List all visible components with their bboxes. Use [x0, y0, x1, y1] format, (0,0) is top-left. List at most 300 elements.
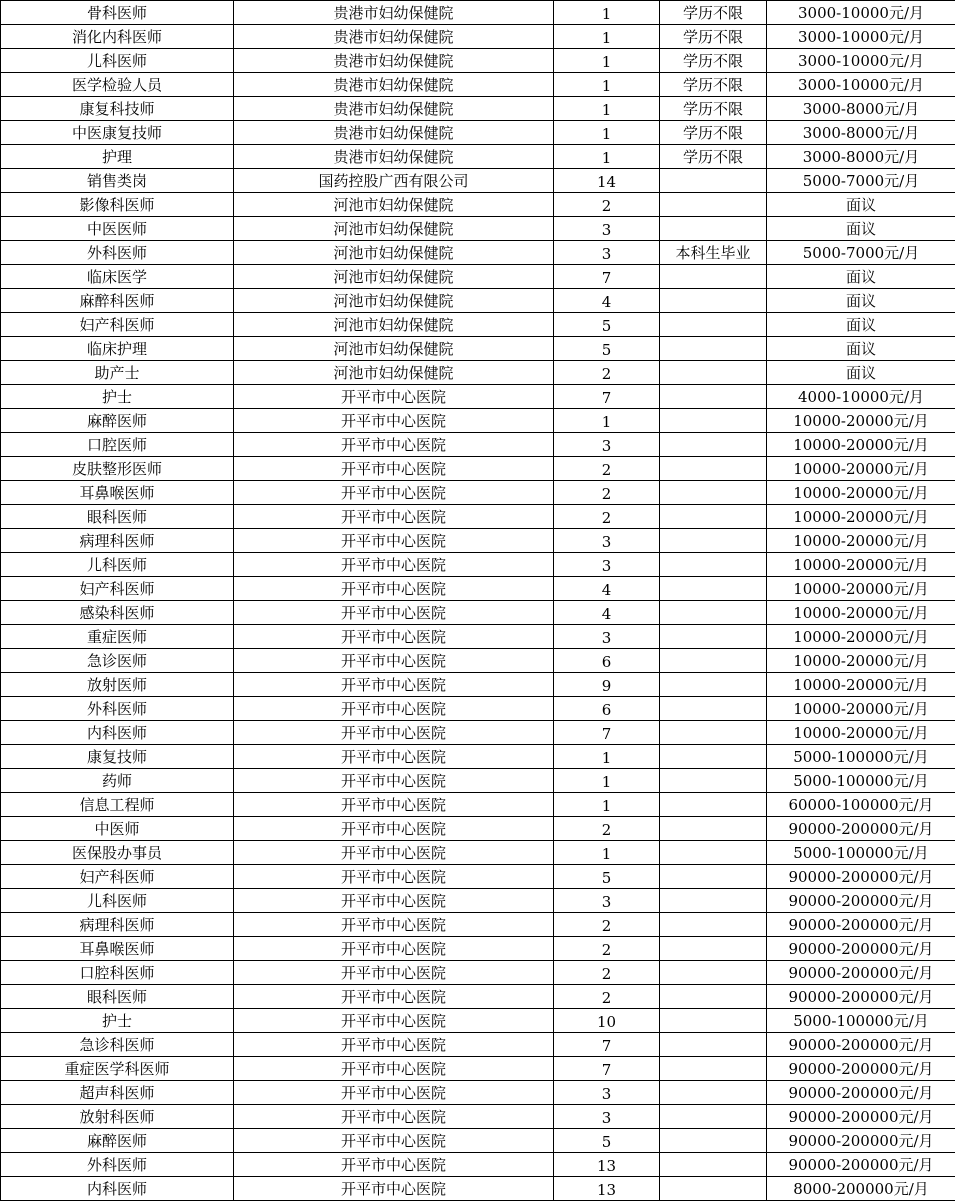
position-cell: 重症医师 [1, 625, 234, 649]
headcount-cell: 3 [554, 433, 660, 457]
headcount-cell: 1 [554, 49, 660, 73]
position-cell: 放射科医师 [1, 1105, 234, 1129]
headcount-cell: 13 [554, 1177, 660, 1201]
education-cell: 学历不限 [660, 121, 767, 145]
education-cell [660, 865, 767, 889]
position-cell: 麻醉医师 [1, 1129, 234, 1153]
salary-cell: 90000-200000元/月 [767, 865, 955, 889]
employer-cell: 开平市中心医院 [234, 745, 554, 769]
education-cell [660, 505, 767, 529]
table-row [1, 1081, 955, 1105]
headcount-cell: 5 [554, 1129, 660, 1153]
headcount-cell: 5 [554, 865, 660, 889]
salary-cell: 5000-7000元/月 [767, 169, 955, 193]
table-row [1, 289, 955, 313]
salary-cell: 10000-20000元/月 [767, 433, 955, 457]
education-cell [660, 313, 767, 337]
table-row [1, 1129, 955, 1153]
position-cell: 骨科医师 [1, 1, 234, 25]
salary-cell: 90000-200000元/月 [767, 889, 955, 913]
table-row [1, 985, 955, 1009]
salary-cell: 10000-20000元/月 [767, 553, 955, 577]
position-cell: 护理 [1, 145, 234, 169]
employer-cell: 开平市中心医院 [234, 721, 554, 745]
salary-cell: 3000-10000元/月 [767, 25, 955, 49]
table-row [1, 265, 955, 289]
salary-cell: 3000-8000元/月 [767, 145, 955, 169]
table-row [1, 1177, 955, 1201]
position-cell: 麻醉科医师 [1, 289, 234, 313]
employer-cell: 河池市妇幼保健院 [234, 313, 554, 337]
employer-cell: 开平市中心医院 [234, 481, 554, 505]
education-cell [660, 673, 767, 697]
table-row [1, 457, 955, 481]
education-cell [660, 1129, 767, 1153]
headcount-cell: 5 [554, 313, 660, 337]
headcount-cell: 1 [554, 793, 660, 817]
salary-cell: 10000-20000元/月 [767, 601, 955, 625]
employer-cell: 开平市中心医院 [234, 985, 554, 1009]
education-cell: 学历不限 [660, 97, 767, 121]
headcount-cell: 9 [554, 673, 660, 697]
employer-cell: 开平市中心医院 [234, 385, 554, 409]
position-cell: 医学检验人员 [1, 73, 234, 97]
headcount-cell: 7 [554, 721, 660, 745]
table-row [1, 313, 955, 337]
position-cell: 内科医师 [1, 721, 234, 745]
employer-cell: 河池市妇幼保健院 [234, 265, 554, 289]
salary-cell: 3000-10000元/月 [767, 73, 955, 97]
table-row [1, 553, 955, 577]
salary-cell: 10000-20000元/月 [767, 505, 955, 529]
salary-cell: 90000-200000元/月 [767, 1129, 955, 1153]
table-row [1, 169, 955, 193]
table-row [1, 937, 955, 961]
job-listing-body [1, 1, 955, 1201]
employer-cell: 开平市中心医院 [234, 673, 554, 697]
employer-cell: 贵港市妇幼保健院 [234, 25, 554, 49]
education-cell [660, 745, 767, 769]
table-row [1, 769, 955, 793]
employer-cell: 开平市中心医院 [234, 433, 554, 457]
salary-cell: 5000-100000元/月 [767, 745, 955, 769]
headcount-cell: 1 [554, 409, 660, 433]
headcount-cell: 7 [554, 265, 660, 289]
employer-cell: 开平市中心医院 [234, 601, 554, 625]
salary-cell: 4000-10000元/月 [767, 385, 955, 409]
education-cell [660, 457, 767, 481]
education-cell [660, 889, 767, 913]
salary-cell: 5000-7000元/月 [767, 241, 955, 265]
table-row [1, 505, 955, 529]
employer-cell: 开平市中心医院 [234, 841, 554, 865]
education-cell [660, 1057, 767, 1081]
salary-cell: 10000-20000元/月 [767, 529, 955, 553]
education-cell [660, 481, 767, 505]
salary-cell: 10000-20000元/月 [767, 577, 955, 601]
education-cell [660, 289, 767, 313]
position-cell: 儿科医师 [1, 889, 234, 913]
employer-cell: 河池市妇幼保健院 [234, 193, 554, 217]
employer-cell: 国药控股广西有限公司 [234, 169, 554, 193]
education-cell: 学历不限 [660, 73, 767, 97]
salary-cell: 10000-20000元/月 [767, 457, 955, 481]
position-cell: 助产士 [1, 361, 234, 385]
table-row [1, 1033, 955, 1057]
salary-cell: 面议 [767, 313, 955, 337]
headcount-cell: 2 [554, 817, 660, 841]
employer-cell: 贵港市妇幼保健院 [234, 97, 554, 121]
education-cell [660, 529, 767, 553]
table-row [1, 1, 955, 25]
position-cell: 护士 [1, 1009, 234, 1033]
employer-cell: 开平市中心医院 [234, 577, 554, 601]
position-cell: 感染科医师 [1, 601, 234, 625]
headcount-cell: 1 [554, 73, 660, 97]
education-cell [660, 337, 767, 361]
position-cell: 护士 [1, 385, 234, 409]
education-cell [660, 601, 767, 625]
employer-cell: 开平市中心医院 [234, 553, 554, 577]
employer-cell: 贵港市妇幼保健院 [234, 145, 554, 169]
position-cell: 病理科医师 [1, 529, 234, 553]
education-cell [660, 649, 767, 673]
position-cell: 信息工程师 [1, 793, 234, 817]
headcount-cell: 1 [554, 25, 660, 49]
salary-cell: 10000-20000元/月 [767, 721, 955, 745]
table-row [1, 625, 955, 649]
education-cell [660, 841, 767, 865]
position-cell: 眼科医师 [1, 505, 234, 529]
headcount-cell: 6 [554, 697, 660, 721]
education-cell [660, 817, 767, 841]
table-row [1, 721, 955, 745]
education-cell [660, 217, 767, 241]
position-cell: 销售类岗 [1, 169, 234, 193]
education-cell [660, 1033, 767, 1057]
headcount-cell: 2 [554, 481, 660, 505]
employer-cell: 开平市中心医院 [234, 889, 554, 913]
table-row [1, 409, 955, 433]
table-row [1, 145, 955, 169]
table-row [1, 817, 955, 841]
education-cell [660, 553, 767, 577]
headcount-cell: 3 [554, 1081, 660, 1105]
position-cell: 病理科医师 [1, 913, 234, 937]
headcount-cell: 1 [554, 769, 660, 793]
salary-cell: 面议 [767, 289, 955, 313]
headcount-cell: 3 [554, 241, 660, 265]
salary-cell: 90000-200000元/月 [767, 1105, 955, 1129]
table-row [1, 961, 955, 985]
headcount-cell: 6 [554, 649, 660, 673]
salary-cell: 60000-100000元/月 [767, 793, 955, 817]
salary-cell: 90000-200000元/月 [767, 937, 955, 961]
salary-cell: 10000-20000元/月 [767, 697, 955, 721]
employer-cell: 开平市中心医院 [234, 769, 554, 793]
education-cell [660, 913, 767, 937]
table-row [1, 1105, 955, 1129]
employer-cell: 开平市中心医院 [234, 937, 554, 961]
table-row [1, 385, 955, 409]
table-row [1, 529, 955, 553]
position-cell: 外科医师 [1, 1153, 234, 1177]
employer-cell: 开平市中心医院 [234, 1033, 554, 1057]
salary-cell: 90000-200000元/月 [767, 1057, 955, 1081]
headcount-cell: 4 [554, 577, 660, 601]
headcount-cell: 7 [554, 1033, 660, 1057]
table-row [1, 601, 955, 625]
position-cell: 皮肤整形医师 [1, 457, 234, 481]
table-row [1, 889, 955, 913]
salary-cell: 5000-100000元/月 [767, 769, 955, 793]
table-row [1, 433, 955, 457]
position-cell: 中医医师 [1, 217, 234, 241]
headcount-cell: 5 [554, 337, 660, 361]
education-cell [660, 193, 767, 217]
position-cell: 放射医师 [1, 673, 234, 697]
employer-cell: 开平市中心医院 [234, 697, 554, 721]
position-cell: 康复技师 [1, 745, 234, 769]
education-cell [660, 361, 767, 385]
education-cell: 学历不限 [660, 1, 767, 25]
table-row [1, 49, 955, 73]
employer-cell: 开平市中心医院 [234, 1153, 554, 1177]
education-cell [660, 265, 767, 289]
employer-cell: 河池市妇幼保健院 [234, 361, 554, 385]
headcount-cell: 1 [554, 841, 660, 865]
education-cell [660, 1177, 767, 1201]
headcount-cell: 2 [554, 937, 660, 961]
employer-cell: 开平市中心医院 [234, 409, 554, 433]
education-cell [660, 697, 767, 721]
employer-cell: 开平市中心医院 [234, 1129, 554, 1153]
position-cell: 中医康复技师 [1, 121, 234, 145]
education-cell [660, 937, 767, 961]
position-cell: 药师 [1, 769, 234, 793]
position-cell: 耳鼻喉医师 [1, 937, 234, 961]
employer-cell: 开平市中心医院 [234, 649, 554, 673]
headcount-cell: 3 [554, 625, 660, 649]
education-cell [660, 961, 767, 985]
education-cell [660, 409, 767, 433]
salary-cell: 90000-200000元/月 [767, 817, 955, 841]
employer-cell: 开平市中心医院 [234, 1009, 554, 1033]
salary-cell: 10000-20000元/月 [767, 625, 955, 649]
employer-cell: 开平市中心医院 [234, 1105, 554, 1129]
employer-cell: 开平市中心医院 [234, 1177, 554, 1201]
salary-cell: 面议 [767, 361, 955, 385]
salary-cell: 面议 [767, 337, 955, 361]
salary-cell: 90000-200000元/月 [767, 1081, 955, 1105]
headcount-cell: 1 [554, 745, 660, 769]
education-cell [660, 985, 767, 1009]
employer-cell: 开平市中心医院 [234, 1057, 554, 1081]
position-cell: 急诊科医师 [1, 1033, 234, 1057]
table-row [1, 865, 955, 889]
employer-cell: 贵港市妇幼保健院 [234, 1, 554, 25]
education-cell [660, 1081, 767, 1105]
education-cell [660, 793, 767, 817]
education-cell [660, 433, 767, 457]
headcount-cell: 4 [554, 289, 660, 313]
headcount-cell: 2 [554, 361, 660, 385]
position-cell: 麻醉医师 [1, 409, 234, 433]
headcount-cell: 1 [554, 145, 660, 169]
position-cell: 眼科医师 [1, 985, 234, 1009]
table-row [1, 793, 955, 817]
salary-cell: 90000-200000元/月 [767, 913, 955, 937]
position-cell: 内科医师 [1, 1177, 234, 1201]
headcount-cell: 2 [554, 193, 660, 217]
salary-cell: 3000-10000元/月 [767, 49, 955, 73]
position-cell: 医保股办事员 [1, 841, 234, 865]
education-cell: 本科生毕业 [660, 241, 767, 265]
employer-cell: 开平市中心医院 [234, 817, 554, 841]
position-cell: 临床护理 [1, 337, 234, 361]
table-row [1, 577, 955, 601]
employer-cell: 开平市中心医院 [234, 913, 554, 937]
employer-cell: 开平市中心医院 [234, 793, 554, 817]
table-row [1, 241, 955, 265]
position-cell: 儿科医师 [1, 553, 234, 577]
employer-cell: 河池市妇幼保健院 [234, 241, 554, 265]
table-row [1, 121, 955, 145]
headcount-cell: 2 [554, 985, 660, 1009]
salary-cell: 5000-100000元/月 [767, 1009, 955, 1033]
headcount-cell: 1 [554, 121, 660, 145]
salary-cell: 10000-20000元/月 [767, 409, 955, 433]
table-row [1, 1153, 955, 1177]
position-cell: 急诊医师 [1, 649, 234, 673]
employer-cell: 开平市中心医院 [234, 625, 554, 649]
education-cell [660, 1009, 767, 1033]
salary-cell: 3000-10000元/月 [767, 1, 955, 25]
table-row [1, 337, 955, 361]
table-row [1, 649, 955, 673]
salary-cell: 面议 [767, 193, 955, 217]
education-cell: 学历不限 [660, 25, 767, 49]
headcount-cell: 7 [554, 385, 660, 409]
salary-cell: 10000-20000元/月 [767, 649, 955, 673]
education-cell [660, 1153, 767, 1177]
headcount-cell: 2 [554, 505, 660, 529]
salary-cell: 90000-200000元/月 [767, 1153, 955, 1177]
position-cell: 口腔科医师 [1, 961, 234, 985]
position-cell: 外科医师 [1, 241, 234, 265]
salary-cell: 面议 [767, 265, 955, 289]
salary-cell: 5000-100000元/月 [767, 841, 955, 865]
position-cell: 外科医师 [1, 697, 234, 721]
employer-cell: 开平市中心医院 [234, 1081, 554, 1105]
education-cell [660, 169, 767, 193]
salary-cell: 90000-200000元/月 [767, 1033, 955, 1057]
education-cell [660, 625, 767, 649]
table-row [1, 217, 955, 241]
headcount-cell: 7 [554, 1057, 660, 1081]
position-cell: 超声科医师 [1, 1081, 234, 1105]
employer-cell: 开平市中心医院 [234, 961, 554, 985]
salary-cell: 10000-20000元/月 [767, 481, 955, 505]
position-cell: 妇产科医师 [1, 577, 234, 601]
position-cell: 影像科医师 [1, 193, 234, 217]
table-row [1, 193, 955, 217]
table-row [1, 841, 955, 865]
table-row [1, 481, 955, 505]
table-row [1, 1057, 955, 1081]
position-cell: 重症医学科医师 [1, 1057, 234, 1081]
headcount-cell: 1 [554, 1, 660, 25]
table-row [1, 25, 955, 49]
salary-cell: 面议 [767, 217, 955, 241]
salary-cell: 3000-8000元/月 [767, 97, 955, 121]
table-row [1, 745, 955, 769]
table-row [1, 697, 955, 721]
employer-cell: 河池市妇幼保健院 [234, 289, 554, 313]
employer-cell: 开平市中心医院 [234, 529, 554, 553]
position-cell: 口腔医师 [1, 433, 234, 457]
headcount-cell: 3 [554, 217, 660, 241]
table-row [1, 361, 955, 385]
education-cell: 学历不限 [660, 145, 767, 169]
headcount-cell: 3 [554, 553, 660, 577]
education-cell [660, 1105, 767, 1129]
headcount-cell: 3 [554, 1105, 660, 1129]
position-cell: 消化内科医师 [1, 25, 234, 49]
employer-cell: 开平市中心医院 [234, 865, 554, 889]
education-cell [660, 577, 767, 601]
headcount-cell: 14 [554, 169, 660, 193]
salary-cell: 3000-8000元/月 [767, 121, 955, 145]
headcount-cell: 1 [554, 97, 660, 121]
table-row [1, 1009, 955, 1033]
education-cell [660, 769, 767, 793]
table-row [1, 913, 955, 937]
position-cell: 康复科技师 [1, 97, 234, 121]
salary-cell: 8000-200000元/月 [767, 1177, 955, 1201]
headcount-cell: 2 [554, 457, 660, 481]
headcount-cell: 3 [554, 889, 660, 913]
position-cell: 临床医学 [1, 265, 234, 289]
salary-cell: 90000-200000元/月 [767, 985, 955, 1009]
table-row [1, 73, 955, 97]
position-cell: 中医师 [1, 817, 234, 841]
position-cell: 耳鼻喉医师 [1, 481, 234, 505]
employer-cell: 贵港市妇幼保健院 [234, 73, 554, 97]
headcount-cell: 2 [554, 913, 660, 937]
position-cell: 妇产科医师 [1, 313, 234, 337]
headcount-cell: 10 [554, 1009, 660, 1033]
employer-cell: 河池市妇幼保健院 [234, 337, 554, 361]
headcount-cell: 2 [554, 961, 660, 985]
salary-cell: 90000-200000元/月 [767, 961, 955, 985]
employer-cell: 开平市中心医院 [234, 505, 554, 529]
headcount-cell: 13 [554, 1153, 660, 1177]
education-cell: 学历不限 [660, 49, 767, 73]
employer-cell: 开平市中心医院 [234, 457, 554, 481]
position-cell: 妇产科医师 [1, 865, 234, 889]
headcount-cell: 3 [554, 529, 660, 553]
employer-cell: 贵港市妇幼保健院 [234, 121, 554, 145]
education-cell [660, 721, 767, 745]
education-cell [660, 385, 767, 409]
headcount-cell: 4 [554, 601, 660, 625]
position-cell: 儿科医师 [1, 49, 234, 73]
employer-cell: 贵港市妇幼保健院 [234, 49, 554, 73]
salary-cell: 10000-20000元/月 [767, 673, 955, 697]
table-row [1, 97, 955, 121]
table-row [1, 673, 955, 697]
